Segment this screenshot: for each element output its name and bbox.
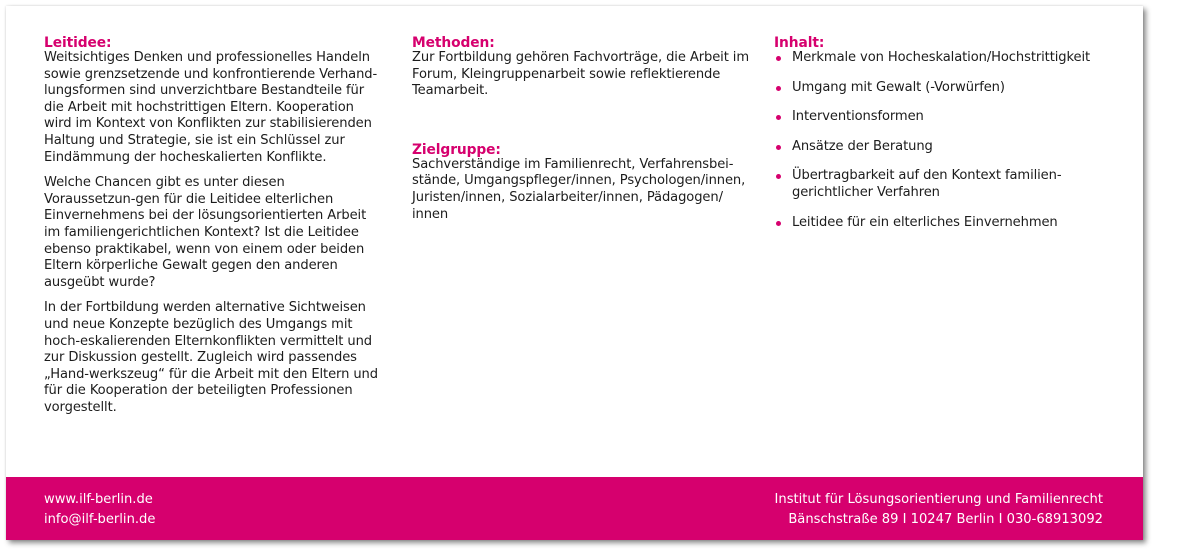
leitidee-paragraph-1: Weitsichtiges Denken und professionelles Handeln sowie grenzsetzende und konfrontierende Verhand-lungsformen sind unverzichtbare Bestandteile für die Arbeit mit hochstrittigen Eltern. Kooperation wird im Kontext von Konflikten zur stabilisierenden Haltung und Strategie, sie ist ein Schlüssel zur Eindämmung der hocheskalierten Konflikte.	[44, 50, 378, 165]
list-item-label: Übertragbarkeit auf den Kontext familien-gerichtlicher Verfahren	[792, 168, 1062, 200]
list-item	[774, 215, 1114, 232]
list-item	[774, 80, 1114, 97]
bullet-icon	[776, 145, 781, 150]
zielgruppe-text: Sachverständige im Familienrecht, Verfahrensbei-stände, Umgangspfleger/innen, Psychologen/innen, Juristen/innen, Sozialarbeiter/innen, Pädagogen/ innen	[412, 156, 746, 222]
methoden-text: Zur Fortbildung gehören Fachvorträge, die Arbeit im Forum, Kleingruppenarbeit sowie reflektierende Teamarbeit.	[412, 50, 749, 99]
inhalt-list	[774, 50, 1114, 231]
inhalt-section	[774, 36, 1114, 244]
bullet-icon	[776, 56, 781, 61]
footer-bar	[6, 477, 1143, 540]
list-item	[774, 109, 1114, 126]
list-item-label: Umgang mit Gewalt (-Vorwürfen)	[792, 79, 1005, 95]
list-item-label: Leitidee für ein elterliches Einvernehmen	[792, 214, 1058, 230]
footer-institute	[775, 490, 1103, 530]
leitidee-heading: Leitidee:	[44, 35, 112, 51]
leitidee-paragraph-3: In der Fortbildung werden alternative Sichtweisen und neue Konzepte bezüglich des Umgangs mit hoch-eskalierenden Elternkonflikten vermittelt und zur Diskussion gestellt. Zugleich wird passendes „Hand-werkszeug“ für die Arbeit mit den Eltern und für die Kooperation der beteiligten Professionen vorgestellt.	[44, 300, 378, 415]
list-item	[774, 50, 1114, 67]
bullet-icon	[776, 221, 781, 226]
leitidee-section	[44, 36, 380, 425]
footer-contact	[44, 490, 155, 530]
bullet-icon	[776, 115, 781, 120]
list-item-label: Interventionsformen	[792, 109, 924, 125]
inhalt-heading: Inhalt:	[774, 35, 825, 51]
zielgruppe-heading: Zielgruppe:	[412, 141, 501, 158]
institute-address: Bänschstraße 89 I 10247 Berlin I 030-68913092	[788, 512, 1103, 527]
list-item	[774, 168, 1114, 201]
flyer-page	[6, 6, 1143, 540]
institute-name: Institut für Lösungsorientierung und Familienrecht	[774, 492, 1103, 507]
methoden-heading: Methoden:	[412, 35, 495, 51]
list-item-label: Ansätze der Beratung	[792, 138, 933, 154]
website-link[interactable]: www.ilf-berlin.de	[44, 492, 153, 507]
email-link[interactable]: info@ilf-berlin.de	[44, 512, 156, 527]
methoden-zielgruppe-section	[412, 36, 752, 232]
bullet-icon	[776, 174, 781, 179]
list-item-label: Merkmale von Hocheskalation/Hochstrittigkeit	[792, 50, 1091, 65]
bullet-icon	[776, 86, 781, 91]
leitidee-paragraph-2: Welche Chancen gibt es unter diesen Voraussetzun-gen für die Leitidee elterlichen Einvernehmens bei der lösungsorientierten Arbeit im familiengerichtlichen Kontext? Ist die Leitidee ebenso praktikabel, wenn von einem oder beiden Eltern körperliche Gewalt gegen den anderen ausgeübt wurde?	[44, 175, 367, 290]
section-divider	[412, 109, 752, 143]
list-item	[774, 139, 1114, 156]
